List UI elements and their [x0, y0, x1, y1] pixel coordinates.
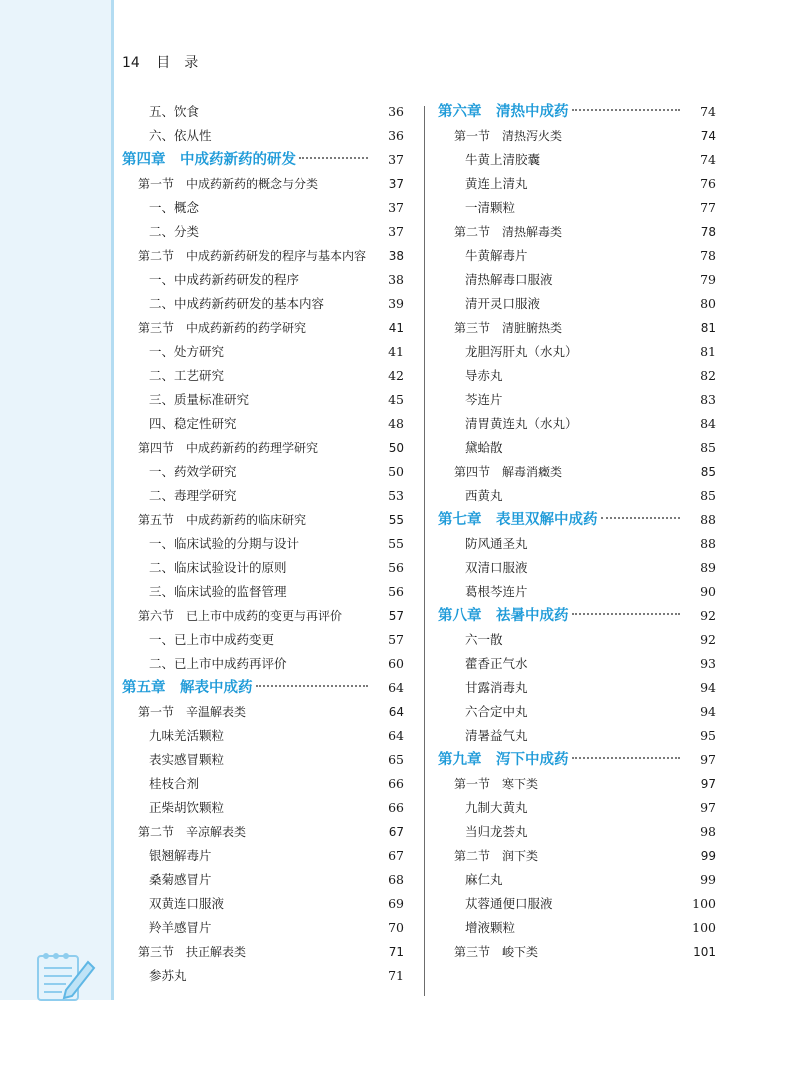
toc-section[interactable]	[122, 316, 404, 340]
toc-page-number: 85	[700, 488, 716, 503]
toc-section[interactable]	[438, 220, 716, 244]
toc-entry-label: 三、质量标准研究	[149, 392, 250, 407]
dot-leader	[299, 157, 368, 159]
toc-page-number: 55	[388, 536, 404, 551]
toc-entry-label: 甘露消毒丸	[465, 680, 528, 695]
toc-item[interactable]	[122, 388, 404, 412]
toc-entry-label: 藿香正气水	[465, 656, 528, 671]
page-header	[122, 52, 198, 72]
toc-item[interactable]	[122, 724, 404, 748]
toc-page-number: 97	[700, 777, 716, 791]
toc-page-number: 79	[700, 272, 716, 287]
toc-chapter[interactable]	[122, 148, 404, 172]
toc-item[interactable]	[122, 412, 404, 436]
toc-left-column	[122, 100, 404, 988]
toc-item[interactable]	[438, 532, 716, 556]
toc-page-number: 37	[388, 177, 404, 191]
toc-page-number: 37	[388, 200, 404, 215]
column-divider	[424, 106, 425, 996]
toc-entry-label: 第四节 中成药新药的药理学研究	[138, 441, 319, 455]
toc-page-number: 97	[700, 752, 716, 767]
toc-item[interactable]	[122, 916, 404, 940]
toc-item[interactable]	[122, 844, 404, 868]
toc-item[interactable]	[438, 244, 716, 268]
dot-leader	[572, 109, 681, 111]
toc-entry-label: 五、饮食	[149, 104, 200, 119]
toc-item[interactable]	[122, 268, 404, 292]
toc-item[interactable]	[122, 652, 404, 676]
toc-entry-label: 芩连片	[465, 392, 503, 407]
toc-page-number: 53	[388, 488, 404, 503]
toc-entry-label: 二、工艺研究	[149, 368, 225, 383]
toc-entry-label: 第五章 解表中成药	[122, 680, 253, 696]
toc-section[interactable]	[122, 172, 404, 196]
toc-entry-label: 麻仁丸	[465, 872, 503, 887]
toc-page-number: 84	[700, 416, 716, 431]
toc-page-number: 45	[388, 392, 404, 407]
toc-page-number: 74	[700, 152, 716, 167]
toc-page-number: 100	[692, 920, 716, 935]
toc-item[interactable]	[438, 796, 716, 820]
toc-page-number: 85	[700, 465, 716, 479]
toc-item[interactable]	[438, 700, 716, 724]
toc-page-number: 65	[388, 752, 404, 767]
toc-item[interactable]	[438, 148, 716, 172]
toc-entry-label: 西黄丸	[465, 488, 503, 503]
toc-page-number: 78	[700, 225, 716, 239]
toc-entry-label: 第九章 泻下中成药	[438, 752, 569, 768]
toc-item[interactable]	[122, 460, 404, 484]
toc-entry-label: 双清口服液	[465, 560, 528, 575]
toc-entry-label: 第三节 扶正解表类	[138, 945, 247, 959]
toc-entry-label: 清开灵口服液	[465, 296, 541, 311]
toc-page-number: 55	[388, 513, 404, 527]
toc-item[interactable]	[438, 652, 716, 676]
toc-item[interactable]	[438, 292, 716, 316]
toc-entry-label: 牛黄解毒片	[465, 248, 528, 263]
toc-page-number: 48	[388, 416, 404, 431]
toc-entry-label: 第一节 寒下类	[454, 777, 539, 791]
toc-page-number: 99	[700, 872, 716, 887]
dot-leader	[572, 613, 681, 615]
toc-item[interactable]	[438, 556, 716, 580]
toc-entry-label: 第二节 中成药新药研发的程序与基本内容	[138, 249, 367, 263]
toc-entry-label: 二、临床试验设计的原则	[149, 560, 287, 575]
toc-chapter[interactable]	[438, 100, 716, 124]
toc-page-number: 76	[700, 176, 716, 191]
toc-page-number: 36	[388, 104, 404, 119]
toc-entry-label: 龙胆泻肝丸（水丸）	[465, 344, 578, 359]
toc-entry-label: 正柴胡饮颗粒	[149, 800, 225, 815]
toc-entry-label: 第四章 中成药新药的研发	[122, 152, 296, 168]
toc-page-number: 74	[700, 104, 716, 119]
toc-entry-label: 增液颗粒	[465, 920, 516, 935]
toc-entry-label: 桂枝合剂	[149, 776, 200, 791]
toc-entry-label: 清胃黄连丸（水丸）	[465, 416, 578, 431]
toc-page-number: 92	[700, 632, 716, 647]
toc-entry-label: 第一节 清热泻火类	[454, 129, 563, 143]
toc-page-number: 78	[700, 248, 716, 263]
toc-entry-label: 一、中成药新药研发的程序	[149, 272, 300, 287]
toc-entry-label: 第七章 表里双解中成药	[438, 512, 598, 528]
toc-item[interactable]	[438, 724, 716, 748]
page-number: 14	[122, 55, 140, 71]
toc-entry-label: 第一节 辛温解表类	[138, 705, 247, 719]
toc-entry-label: 第二节 清热解毒类	[454, 225, 563, 239]
toc-page-number: 41	[388, 321, 404, 335]
toc-item[interactable]	[122, 220, 404, 244]
toc-page-number: 50	[388, 464, 404, 479]
toc-page-number: 89	[700, 560, 716, 575]
toc-section[interactable]	[122, 508, 404, 532]
toc-section[interactable]	[438, 460, 716, 484]
toc-section[interactable]	[438, 316, 716, 340]
toc-page-number: 81	[700, 344, 716, 359]
toc-entry-label: 清暑益气丸	[465, 728, 528, 743]
toc-item[interactable]	[122, 340, 404, 364]
toc-entry-label: 黛蛤散	[465, 440, 503, 455]
toc-entry-label: 黄连上清丸	[465, 176, 528, 191]
toc-entry-label: 六合定中丸	[465, 704, 528, 719]
dot-leader	[256, 685, 369, 687]
toc-page-number: 42	[388, 368, 404, 383]
toc-entry-label: 第二节 润下类	[454, 849, 539, 863]
toc-entry-label: 一清颗粒	[465, 200, 516, 215]
toc-page-number: 88	[700, 536, 716, 551]
toc-page-number: 85	[700, 440, 716, 455]
toc-page-number: 93	[700, 656, 716, 671]
toc-page-number: 57	[388, 609, 404, 623]
toc-page-number: 95	[700, 728, 716, 743]
toc-page-number: 64	[388, 680, 404, 695]
toc-item[interactable]	[122, 748, 404, 772]
toc-entry-label: 双黄连口服液	[149, 896, 225, 911]
toc-page-number: 68	[388, 872, 404, 887]
dot-leader	[601, 517, 681, 519]
toc-entry-label: 二、中成药新药研发的基本内容	[149, 296, 325, 311]
toc-page-number: 67	[388, 825, 404, 839]
toc-item[interactable]	[438, 916, 716, 940]
toc-entry-label: 表实感冒颗粒	[149, 752, 225, 767]
toc-entry-label: 二、已上市中成药再评价	[149, 656, 287, 671]
toc-page-number: 64	[388, 705, 404, 719]
toc-item[interactable]	[122, 124, 404, 148]
toc-page-number: 94	[700, 680, 716, 695]
toc-item[interactable]	[438, 892, 716, 916]
toc-entry-label: 三、临床试验的监督管理	[149, 584, 287, 599]
toc-page-number: 39	[388, 296, 404, 311]
toc-page-number: 97	[700, 800, 716, 815]
toc-page-number: 83	[700, 392, 716, 407]
toc-page-number: 98	[700, 824, 716, 839]
toc-entry-label: 第二节 辛凉解表类	[138, 825, 247, 839]
toc-page-number: 99	[700, 849, 716, 863]
toc-entry-label: 羚羊感冒片	[149, 920, 212, 935]
toc-page-number: 36	[388, 128, 404, 143]
toc-section[interactable]	[122, 604, 404, 628]
toc-entry-label: 第六章 清热中成药	[438, 104, 569, 120]
toc-entry-label: 一、处方研究	[149, 344, 225, 359]
toc-entry-label: 第六节 已上市中成药的变更与再评价	[138, 609, 343, 623]
toc-section[interactable]	[438, 940, 716, 964]
toc-entry-label: 四、稳定性研究	[149, 416, 237, 431]
toc-item[interactable]	[122, 628, 404, 652]
toc-entry-label: 清热解毒口服液	[465, 272, 553, 287]
toc-item[interactable]	[438, 676, 716, 700]
toc-entry-label: 牛黄上清胶囊	[465, 152, 541, 167]
toc-item[interactable]	[438, 340, 716, 364]
toc-section[interactable]	[438, 772, 716, 796]
toc-page-number: 88	[700, 512, 716, 527]
toc-entry-label: 一、已上市中成药变更	[149, 632, 275, 647]
toc-item[interactable]	[438, 388, 716, 412]
toc-entry-label: 六一散	[465, 632, 503, 647]
toc-section[interactable]	[122, 700, 404, 724]
toc-entry-label: 第八章 祛暑中成药	[438, 608, 569, 624]
toc-page-number: 74	[700, 129, 716, 143]
toc-item[interactable]	[438, 172, 716, 196]
toc-item[interactable]	[122, 292, 404, 316]
toc-page-number: 41	[388, 344, 404, 359]
toc-item[interactable]	[122, 484, 404, 508]
toc-entry-label: 参苏丸	[149, 968, 187, 983]
toc-item[interactable]	[122, 532, 404, 556]
toc-page-number: 92	[700, 608, 716, 623]
toc-page-number: 94	[700, 704, 716, 719]
toc-entry-label: 第三节 峻下类	[454, 945, 539, 959]
toc-item[interactable]	[122, 196, 404, 220]
toc-page-number: 64	[388, 728, 404, 743]
toc-entry-label: 一、概念	[149, 200, 200, 215]
toc-page-number: 100	[692, 896, 716, 911]
toc-item[interactable]	[122, 892, 404, 916]
toc-entry-label: 九制大黄丸	[465, 800, 528, 815]
toc-entry-label: 第四节 解毒消癥类	[454, 465, 563, 479]
toc-page-number: 56	[388, 560, 404, 575]
toc-entry-label: 第三节 中成药新药的药学研究	[138, 321, 307, 335]
toc-item[interactable]	[122, 580, 404, 604]
toc-section[interactable]	[438, 124, 716, 148]
toc-item[interactable]	[122, 868, 404, 892]
page-margin-band	[0, 0, 114, 1000]
toc-page-number: 77	[700, 200, 716, 215]
toc-entry-label: 六、依从性	[149, 128, 212, 143]
toc-page-number: 37	[388, 152, 404, 167]
toc-page-number: 66	[388, 800, 404, 815]
toc-item[interactable]	[438, 268, 716, 292]
toc-entry-label: 银翘解毒片	[149, 848, 212, 863]
toc-page-number: 69	[388, 896, 404, 911]
toc-item[interactable]	[122, 556, 404, 580]
toc-item[interactable]	[438, 412, 716, 436]
toc-page-number: 70	[388, 920, 404, 935]
toc-right-column	[438, 100, 716, 964]
toc-entry-label: 苁蓉通便口服液	[465, 896, 553, 911]
toc-page-number: 80	[700, 296, 716, 311]
toc-item[interactable]	[122, 364, 404, 388]
toc-section[interactable]	[122, 940, 404, 964]
toc-page-number: 71	[388, 945, 404, 959]
toc-item[interactable]	[438, 436, 716, 460]
toc-section[interactable]	[122, 244, 404, 268]
dot-leader	[572, 757, 681, 759]
toc-page-number: 38	[388, 249, 404, 263]
toc-page-number: 101	[693, 945, 716, 959]
toc-item[interactable]	[438, 484, 716, 508]
toc-page-number: 56	[388, 584, 404, 599]
toc-item[interactable]	[438, 820, 716, 844]
toc-entry-label: 桑菊感冒片	[149, 872, 212, 887]
toc-page-number: 66	[388, 776, 404, 791]
toc-page-number: 90	[700, 584, 716, 599]
toc-page-number: 71	[388, 968, 404, 983]
toc-page-number: 82	[700, 368, 716, 383]
toc-page-number: 37	[388, 224, 404, 239]
notepad-pencil-icon	[32, 944, 98, 1010]
toc-page-number: 60	[388, 656, 404, 671]
toc-page-number: 57	[388, 632, 404, 647]
toc-page-number: 81	[700, 321, 716, 335]
toc-chapter[interactable]	[438, 604, 716, 628]
toc-entry-label: 二、分类	[149, 224, 200, 239]
toc-entry-label: 导赤丸	[465, 368, 503, 383]
toc-item[interactable]	[122, 100, 404, 124]
toc-page-number: 50	[388, 441, 404, 455]
toc-entry-label: 第五节 中成药新药的临床研究	[138, 513, 307, 527]
toc-item[interactable]	[122, 772, 404, 796]
toc-section[interactable]	[122, 820, 404, 844]
toc-entry-label: 一、临床试验的分期与设计	[149, 536, 300, 551]
toc-chapter[interactable]	[122, 676, 404, 700]
toc-section[interactable]	[438, 844, 716, 868]
toc-section[interactable]	[122, 436, 404, 460]
toc-page-number: 38	[388, 272, 404, 287]
toc-page-number: 67	[388, 848, 404, 863]
toc-item[interactable]	[438, 868, 716, 892]
toc-entry-label: 二、毒理学研究	[149, 488, 237, 503]
toc-entry-label: 一、药效学研究	[149, 464, 237, 479]
page-title: 目 录	[156, 55, 199, 71]
toc-item[interactable]	[438, 364, 716, 388]
toc-item[interactable]	[122, 796, 404, 820]
toc-entry-label: 防风通圣丸	[465, 536, 528, 551]
toc-entry-label: 第一节 中成药新药的概念与分类	[138, 177, 319, 191]
toc-item[interactable]	[122, 964, 404, 988]
toc-item[interactable]	[438, 196, 716, 220]
toc-entry-label: 葛根芩连片	[465, 584, 528, 599]
toc-chapter[interactable]	[438, 748, 716, 772]
toc-chapter[interactable]	[438, 508, 716, 532]
toc-item[interactable]	[438, 580, 716, 604]
toc-entry-label: 第三节 清脏腑热类	[454, 321, 563, 335]
toc-item[interactable]	[438, 628, 716, 652]
toc-entry-label: 九味羌活颗粒	[149, 728, 225, 743]
toc-entry-label: 当归龙荟丸	[465, 824, 528, 839]
